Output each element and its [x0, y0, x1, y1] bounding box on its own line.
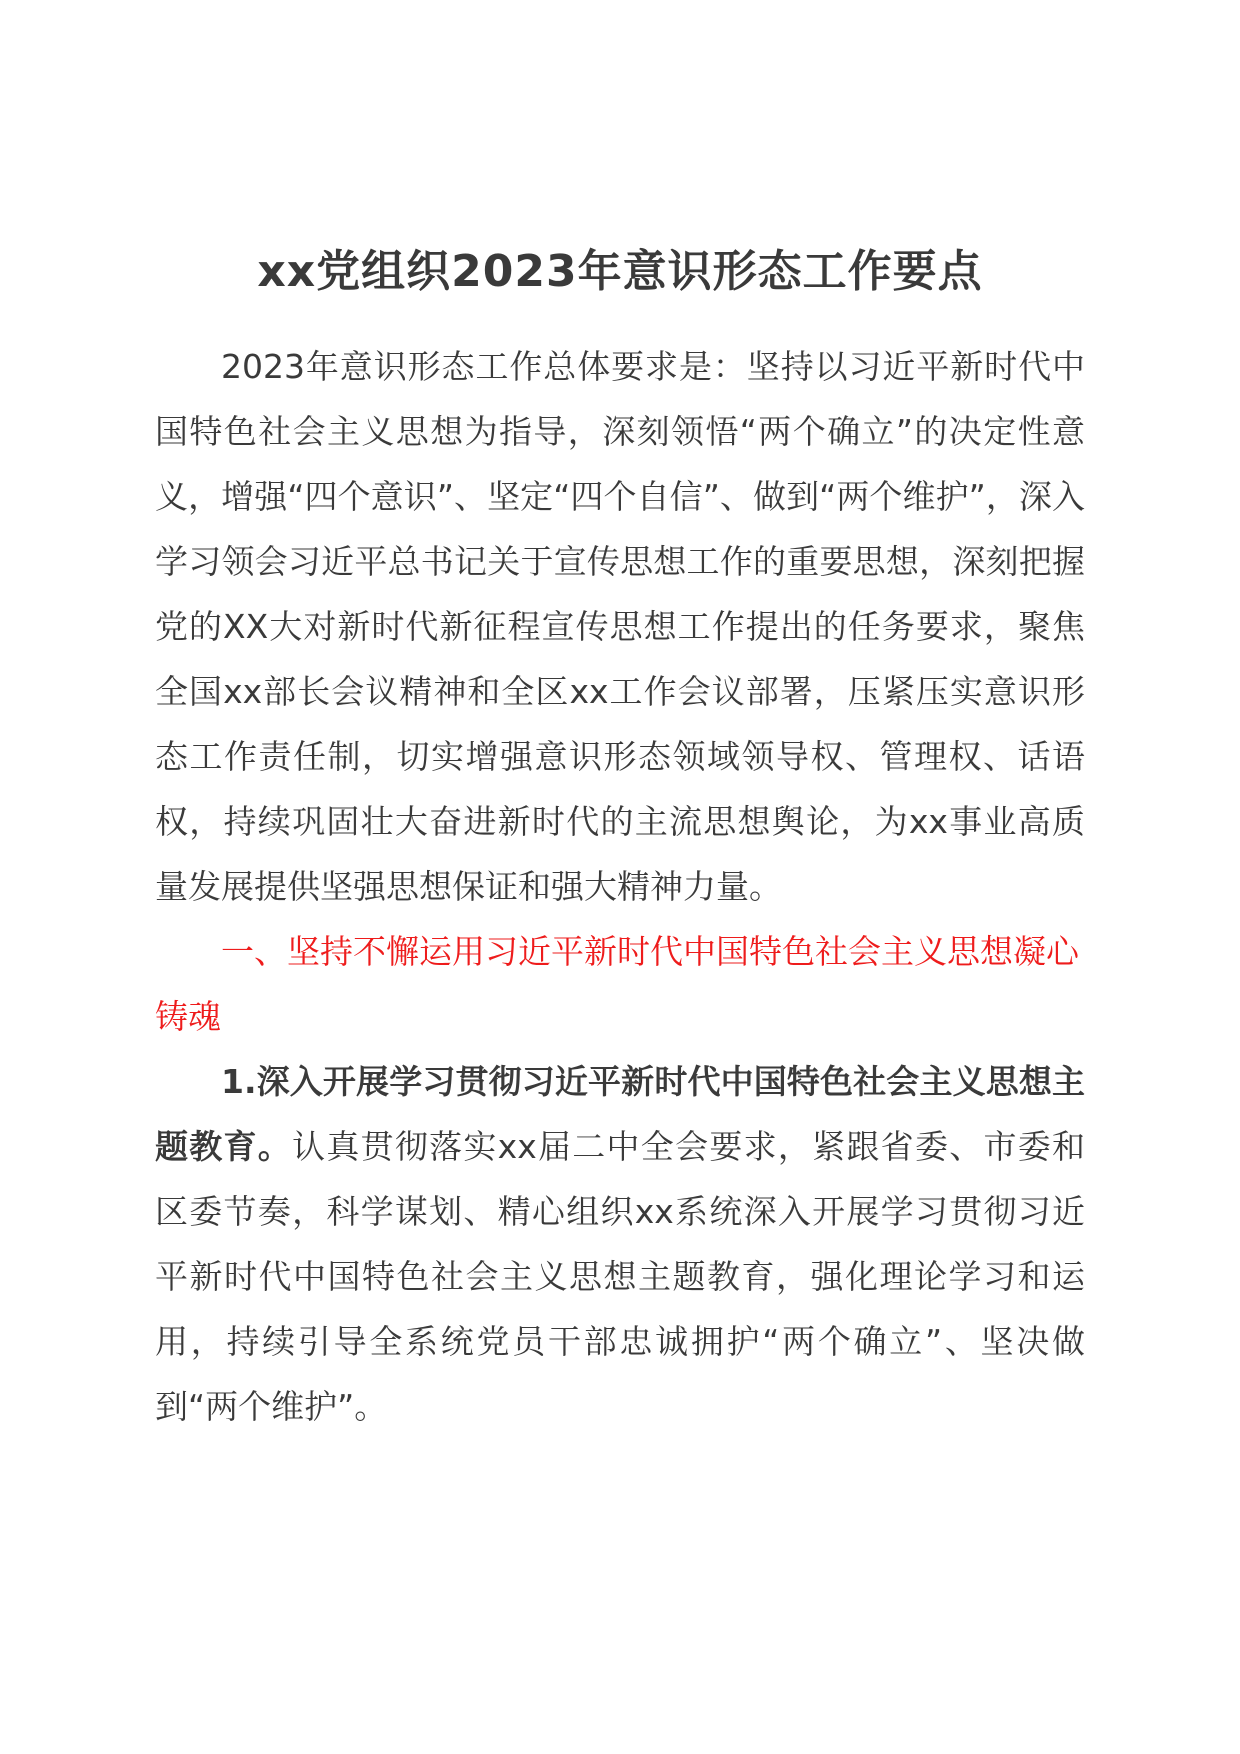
section-1-item-1-body: 认真贯彻落实xx届二中全会要求，紧跟省委、市委和区委节奏，科学谋划、精心组织xx系统深入开展学习贯彻习近平新时代中国特色社会主义思想主题教育，强化理论学习和运用，持续引导全系统党员干部忠诚拥护“两个确立”、坚决做到“两个维护”。 — [155, 1127, 1086, 1426]
document-body — [155, 334, 1085, 1439]
section-1-item-1 — [155, 1049, 1085, 1439]
section-1-item-1-lead: 1.深入开展学习贯彻习近平新时代中国特色社会主义思想主题教育。 — [155, 1062, 1085, 1166]
section-1-heading: 一、坚持不懈运用习近平新时代中国特色社会主义思想凝心铸魂 — [155, 932, 1079, 1036]
intro-paragraph: 2023年意识形态工作总体要求是：坚持以习近平新时代中国特色社会主义思想为指导，深刻领悟“两个确立”的决定性意义，增强“四个意识”、坚定“四个自信”、做到“两个维护”，深入学习领会习近平总书记关于宣传思想工作的重要思想，深刻把握党的XX大对新时代新征程宣传思想工作提出的任务要求，聚焦全国xx部长会议精神和全区xx工作会议部署，压紧压实意识形态工作责任制，切实增强意识形态领域领导权、管理权、话语权，持续巩固壮大奋进新时代的主流思想舆论，为xx事业高质量发展提供坚强思想保证和强大精神力量。 — [155, 347, 1085, 906]
document-title: xx党组织2023年意识形态工作要点 — [257, 246, 983, 297]
